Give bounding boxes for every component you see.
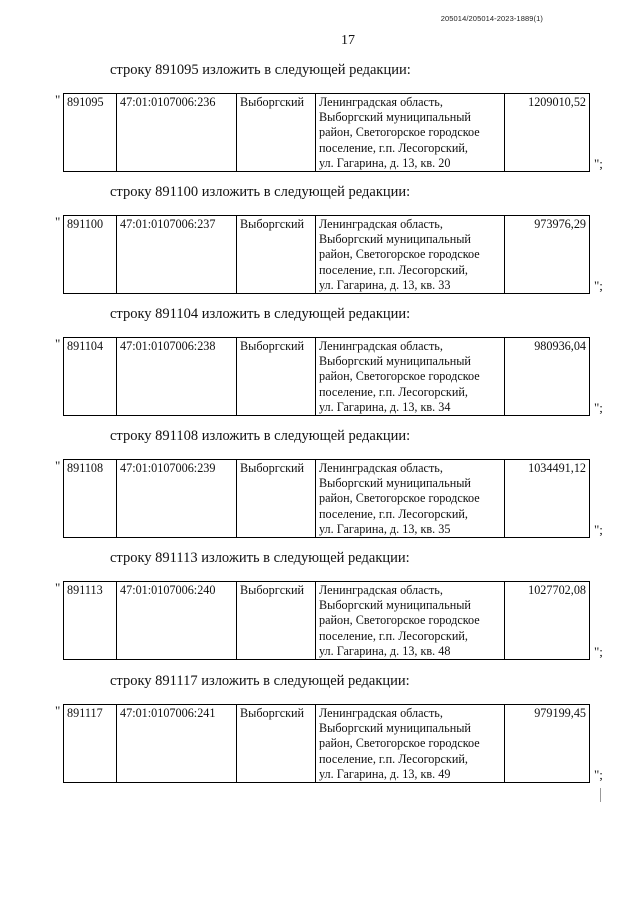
address-line: Выборгский муниципальный xyxy=(319,721,471,736)
amendment-heading: строку 891108 изложить в следующей редакции: xyxy=(110,428,411,444)
scan-edge-mark xyxy=(600,788,601,802)
address-cell xyxy=(316,338,505,416)
address-line: Ленинградская область, xyxy=(319,706,443,720)
table-row xyxy=(64,94,590,172)
amendment-heading: строку 891095 изложить в следующей редакции: xyxy=(110,62,411,78)
address-line: Выборгский муниципальный xyxy=(319,354,471,369)
address-line: поселение, г.п. Лесогорский, xyxy=(319,751,468,766)
registry-row-table xyxy=(63,337,590,416)
closing-quote: "; xyxy=(594,522,603,537)
address-line: ул. Гагарина, д. 13, кв. 20 xyxy=(319,155,451,170)
registry-row-table xyxy=(63,704,590,783)
table-row xyxy=(64,582,590,660)
district-cell: Выборгский xyxy=(237,216,316,294)
registry-row-table xyxy=(63,93,590,172)
address-cell xyxy=(316,460,505,538)
opening-quote: " xyxy=(55,458,61,473)
registry-row-table xyxy=(63,459,590,538)
row-code-cell: 891113 xyxy=(64,582,117,660)
cadastral-value-cell: 1034491,12 xyxy=(505,460,590,538)
row-code-cell: 891117 xyxy=(64,705,117,783)
address-line: Ленинградская область, xyxy=(319,95,443,109)
district-cell: Выборгский xyxy=(237,705,316,783)
closing-quote: "; xyxy=(594,156,603,171)
address-line: район, Светогорское городское xyxy=(319,613,480,628)
address-line: Ленинградская область, xyxy=(319,461,443,475)
address-line: поселение, г.п. Лесогорский, xyxy=(319,506,468,521)
closing-quote: "; xyxy=(594,400,603,415)
table-row xyxy=(64,338,590,416)
cadastral-number-cell: 47:01:0107006:236 xyxy=(117,94,237,172)
address-line: район, Светогорское городское xyxy=(319,736,480,751)
address-line: район, Светогорское городское xyxy=(319,125,480,140)
table-row xyxy=(64,460,590,538)
address-cell xyxy=(316,582,505,660)
address-line: Выборгский муниципальный xyxy=(319,110,471,125)
document-reference-number: 205014/205014-2023-1889(1) xyxy=(440,14,543,23)
opening-quote: " xyxy=(55,580,61,595)
amendment-heading: строку 891113 изложить в следующей редакции: xyxy=(110,550,410,566)
address-line: поселение, г.п. Лесогорский, xyxy=(319,262,468,277)
address-line: ул. Гагарина, д. 13, кв. 49 xyxy=(319,766,451,781)
address-line: Выборгский муниципальный xyxy=(319,476,471,491)
cadastral-value-cell: 1027702,08 xyxy=(505,582,590,660)
amendment-heading: строку 891100 изложить в следующей редакции: xyxy=(110,184,411,200)
address-line: Ленинградская область, xyxy=(319,217,443,231)
table-row xyxy=(64,705,590,783)
address-line: поселение, г.п. Лесогорский, xyxy=(319,384,468,399)
district-cell: Выборгский xyxy=(237,94,316,172)
address-line: Выборгский муниципальный xyxy=(319,232,471,247)
opening-quote: " xyxy=(55,92,61,107)
row-code-cell: 891095 xyxy=(64,94,117,172)
registry-row-table xyxy=(63,215,590,294)
address-cell xyxy=(316,705,505,783)
registry-row-table xyxy=(63,581,590,660)
address-line: ул. Гагарина, д. 13, кв. 48 xyxy=(319,643,451,658)
row-code-cell: 891104 xyxy=(64,338,117,416)
page-number: 17 xyxy=(341,33,355,48)
closing-quote: "; xyxy=(594,767,603,782)
row-code-cell: 891100 xyxy=(64,216,117,294)
row-code-cell: 891108 xyxy=(64,460,117,538)
amendment-heading: строку 891104 изложить в следующей редакции: xyxy=(110,306,411,322)
address-line: поселение, г.п. Лесогорский, xyxy=(319,628,468,643)
closing-quote: "; xyxy=(594,278,603,293)
address-line: ул. Гагарина, д. 13, кв. 35 xyxy=(319,521,451,536)
cadastral-number-cell: 47:01:0107006:237 xyxy=(117,216,237,294)
cadastral-value-cell: 1209010,52 xyxy=(505,94,590,172)
amendment-heading: строку 891117 изложить в следующей редакции: xyxy=(110,673,410,689)
address-line: район, Светогорское городское xyxy=(319,491,480,506)
cadastral-value-cell: 980936,04 xyxy=(505,338,590,416)
opening-quote: " xyxy=(55,214,61,229)
cadastral-value-cell: 973976,29 xyxy=(505,216,590,294)
cadastral-value-cell: 979199,45 xyxy=(505,705,590,783)
table-row xyxy=(64,216,590,294)
address-line: Ленинградская область, xyxy=(319,339,443,353)
address-line: Выборгский муниципальный xyxy=(319,598,471,613)
address-line: Ленинградская область, xyxy=(319,583,443,597)
district-cell: Выборгский xyxy=(237,582,316,660)
opening-quote: " xyxy=(55,703,61,718)
closing-quote: "; xyxy=(594,644,603,659)
cadastral-number-cell: 47:01:0107006:239 xyxy=(117,460,237,538)
cadastral-number-cell: 47:01:0107006:238 xyxy=(117,338,237,416)
district-cell: Выборгский xyxy=(237,460,316,538)
address-line: поселение, г.п. Лесогорский, xyxy=(319,140,468,155)
address-line: район, Светогорское городское xyxy=(319,247,480,262)
address-cell xyxy=(316,216,505,294)
address-cell xyxy=(316,94,505,172)
opening-quote: " xyxy=(55,336,61,351)
address-line: ул. Гагарина, д. 13, кв. 34 xyxy=(319,399,451,414)
cadastral-number-cell: 47:01:0107006:241 xyxy=(117,705,237,783)
district-cell: Выборгский xyxy=(237,338,316,416)
address-line: ул. Гагарина, д. 13, кв. 33 xyxy=(319,277,451,292)
address-line: район, Светогорское городское xyxy=(319,369,480,384)
cadastral-number-cell: 47:01:0107006:240 xyxy=(117,582,237,660)
